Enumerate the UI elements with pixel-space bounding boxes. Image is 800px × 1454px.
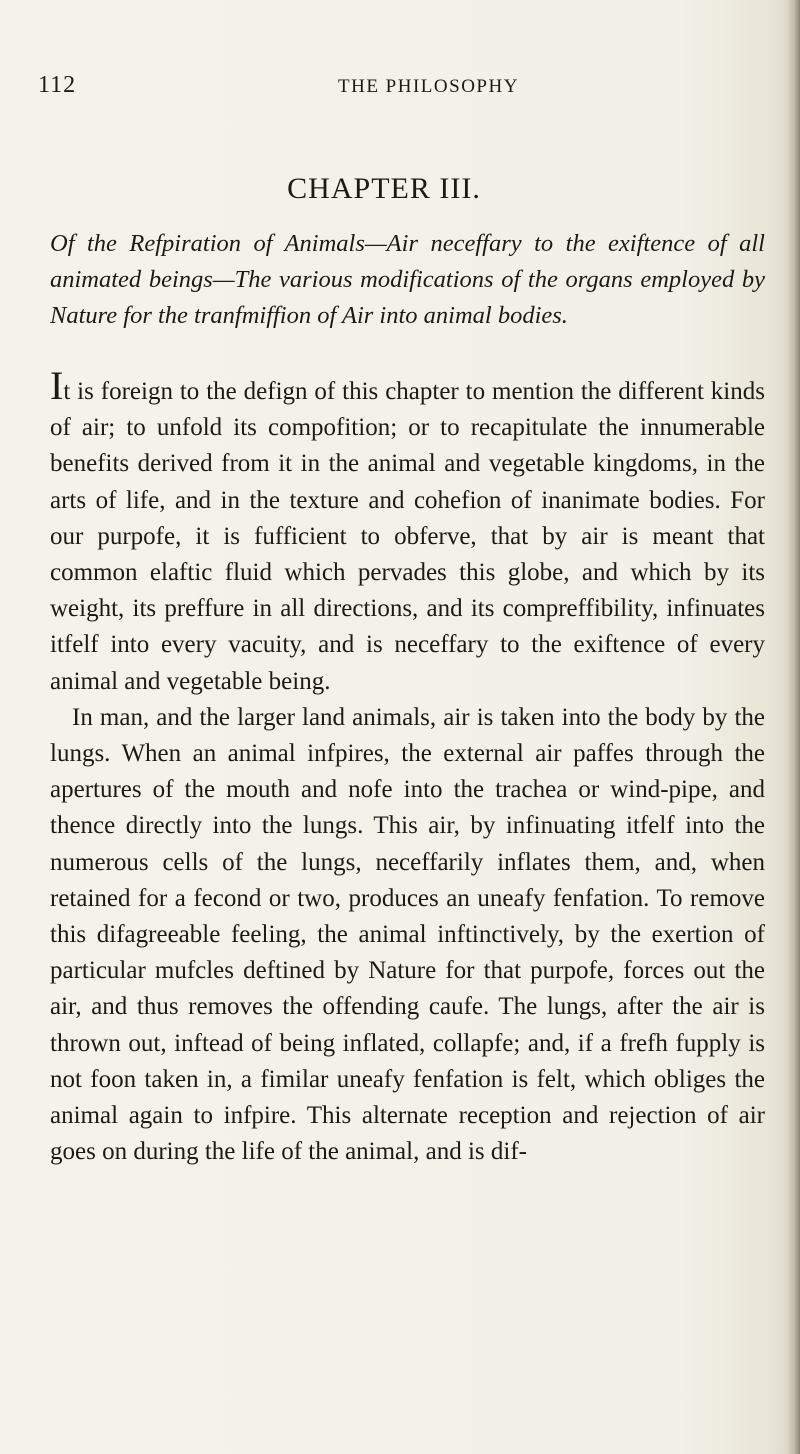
page-number: 112 bbox=[38, 72, 77, 98]
running-title: THE PHILOSOPHY bbox=[338, 76, 519, 97]
paragraph-2: In man, and the larger land animals, air is taken into the body by the lungs. When an animal infpires, the external air paffes through the apertures of the mouth and nofe into the trachea or wind-pipe, and thence directly into the lungs. This air, by infinuating itfelf into the numerous cells of the lungs, neceffarily inflates them, and, when retained for a fecond or two, produces an uneafy fenfation. To remove this difagreeable feeling, the animal inftinctively, by the exertion of particular mufcles deftined by Nature for that purpofe, forces out the air, and thus removes the offending caufe. The lungs, after the air is thrown out, inftead of being inflated, collapfe; and, if a frefh fupply is not foon taken in, a fimilar uneafy fenfation is felt, which obliges the animal again to infpire. This alternate reception and rejection of air goes on during the life of the animal, and is dif- bbox=[50, 703, 765, 1166]
chapter-summary: Of the Refpiration of Animals—Air neceffary to the exiftence of all animated beings—The various modifications of the organs employed by Nature for the tranfmiffion of Air into animal bodies. bbox=[50, 230, 765, 329]
body-text bbox=[50, 363, 765, 1170]
chapter-heading: CHAPTER III. bbox=[287, 172, 481, 205]
paragraph-1: It is foreign to the defign of this chapter to mention the different kinds of air; to unfold its compofition; or to recapitulate the innumerable benefits derived from it in the animal and vegetable kingdoms, in the arts of life, and in the texture and cohefion of inanimate bodies. For our purpofe, it is fufficient to obferve, that by air is meant that common elaftic fluid which pervades this globe, and which by its weight, its preffure in all directions, and its compreffibility, infinuates itfelf into every vacuity, and is neceffary to the exiftence of every animal and vegetable being. bbox=[50, 363, 765, 695]
running-head bbox=[38, 72, 748, 106]
page-edge-shadow bbox=[786, 0, 800, 1454]
